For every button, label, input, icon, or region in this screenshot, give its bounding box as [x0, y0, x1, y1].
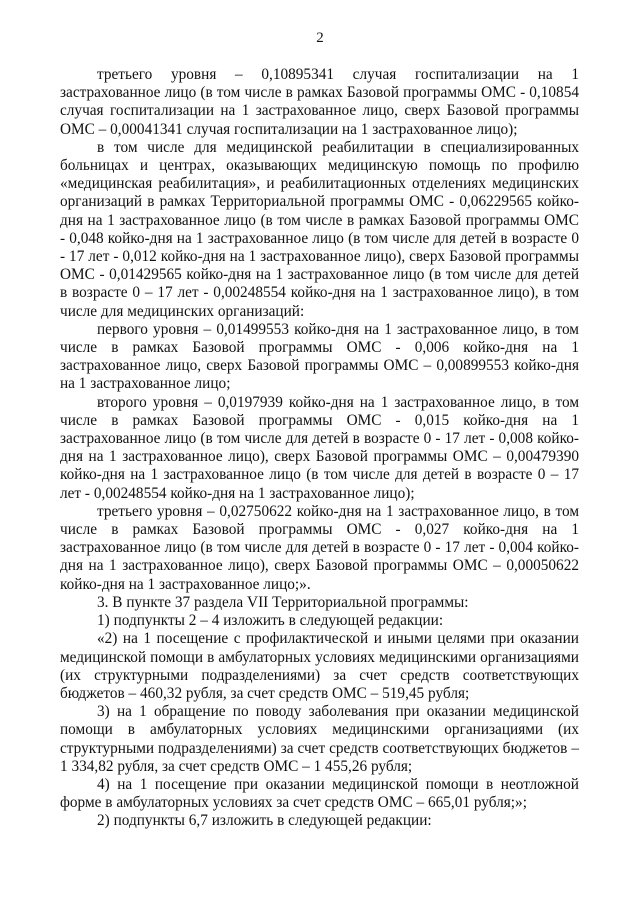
paragraph-subitems-2-4: 1) подпункты 2 – 4 изложить в следующей редакции: [97, 612, 444, 630]
paragraph-third-level: третьего уровня – 0,02750622 койко-дня на 1 застрахованное лицо, в том числе в рамках Базовой программы ОМС - 0,027 койко-дня на 1 застрахованное лицо (в том числе для детей в возрасте 0 - 17 лет - 0,004 койко-дня на 1 застрахованное лицо), сверх Базовой программы ОМС – 0,00050622 койко-дня на 1 застрахованное лицо;». [60, 502, 579, 593]
paragraph-subitems-6-7: 2) подпункты 6,7 изложить в следующей редакции: [97, 812, 432, 830]
paragraph-item-3: 3) на 1 обращение по поводу заболевания при оказании медицинской помощи в амбулаторных условиях медицинскими организациями (их структурными подразделениями) за счет средств соответствующих бюджетов – 1 334,82 рубля, за счет средств ОМС – 1 455,26 рубля; [60, 703, 579, 775]
paragraph-first-level: первого уровня – 0,01499553 койко-дня на 1 застрахованное лицо, в том числе в рамках Базовой программы ОМС - 0,006 койко-дня на 1 застрахованное лицо, сверх Базовой программы ОМС – 0,00899553 койко-дня на 1 застрахованное лицо; [60, 320, 579, 393]
paragraph-item-2: «2) на 1 посещение с профилактической и иными целями при оказании медицинской помощи в амбулаторных условиях медицинскими организациями (их структурными подразделениями) за счет средств соответствующих бюджетов – 460,32 рубля, за счет средств ОМС – 519,45 рубля; [60, 630, 579, 702]
paragraph-medical-rehabilitation: в том числе для медицинской реабилитации в специализированных больницах и центрах, оказывающих медицинскую помощь по профилю «медицинская реабилитация», и реабилитационных отделениях медицинских организаций в рамках Территориальной программы ОМС - 0,06229565 койко-дня на 1 застрахованное лицо (в том числе в рамках Базовой программы ОМС - 0,048 койко-дня на 1 застрахованное лицо (в том числе для детей в возрасте 0 - 17 лет - 0,012 койко-дня на 1 застрахованное лицо), сверх Базовой программы ОМС - 0,01429565 койко-дня на 1 застрахованное лицо (в том числе для детей в возрасте 0 – 17 лет - 0,00248554 койко-дня на 1 застрахованное лицо), в том числе для медицинских организаций: [60, 138, 579, 320]
paragraph-section-37: 3. В пункте 37 раздела VII Территориальной программы: [97, 593, 469, 611]
page-number: 2 [316, 30, 324, 46]
paragraph-tertiary-hospitalization: третьего уровня – 0,10895341 случая госпитализации на 1 застрахованное лицо (в том числе в рамках Базовой программы ОМС - 0,10854 случая госпитализации на 1 застрахованное лицо, сверх Базовой программы ОМС – 0,00041341 случая госпитализации на 1 застрахованное лицо); [60, 66, 579, 138]
paragraph-item-4: 4) на 1 посещение при оказании медицинской помощи в неотложной форме в амбулаторных условиях за счет средств ОМС – 665,01 рубля;»; [60, 775, 579, 812]
paragraph-second-level: второго уровня – 0,0197939 койко-дня на 1 застрахованное лицо, в том числе в рамках Базовой программы ОМС - 0,015 койко-дня на 1 застрахованное лицо (в том числе для детей в возрасте 0 - 17 лет - 0,008 койко-дня на 1 застрахованное лицо), сверх Базовой программы ОМС – 0,00479390 койко-дня на 1 застрахованное лицо (в том числе для детей в возрасте 0 – 17 лет - 0,00248554 койко-дня на 1 застрахованное лицо); [60, 393, 579, 502]
document-body [60, 66, 579, 831]
